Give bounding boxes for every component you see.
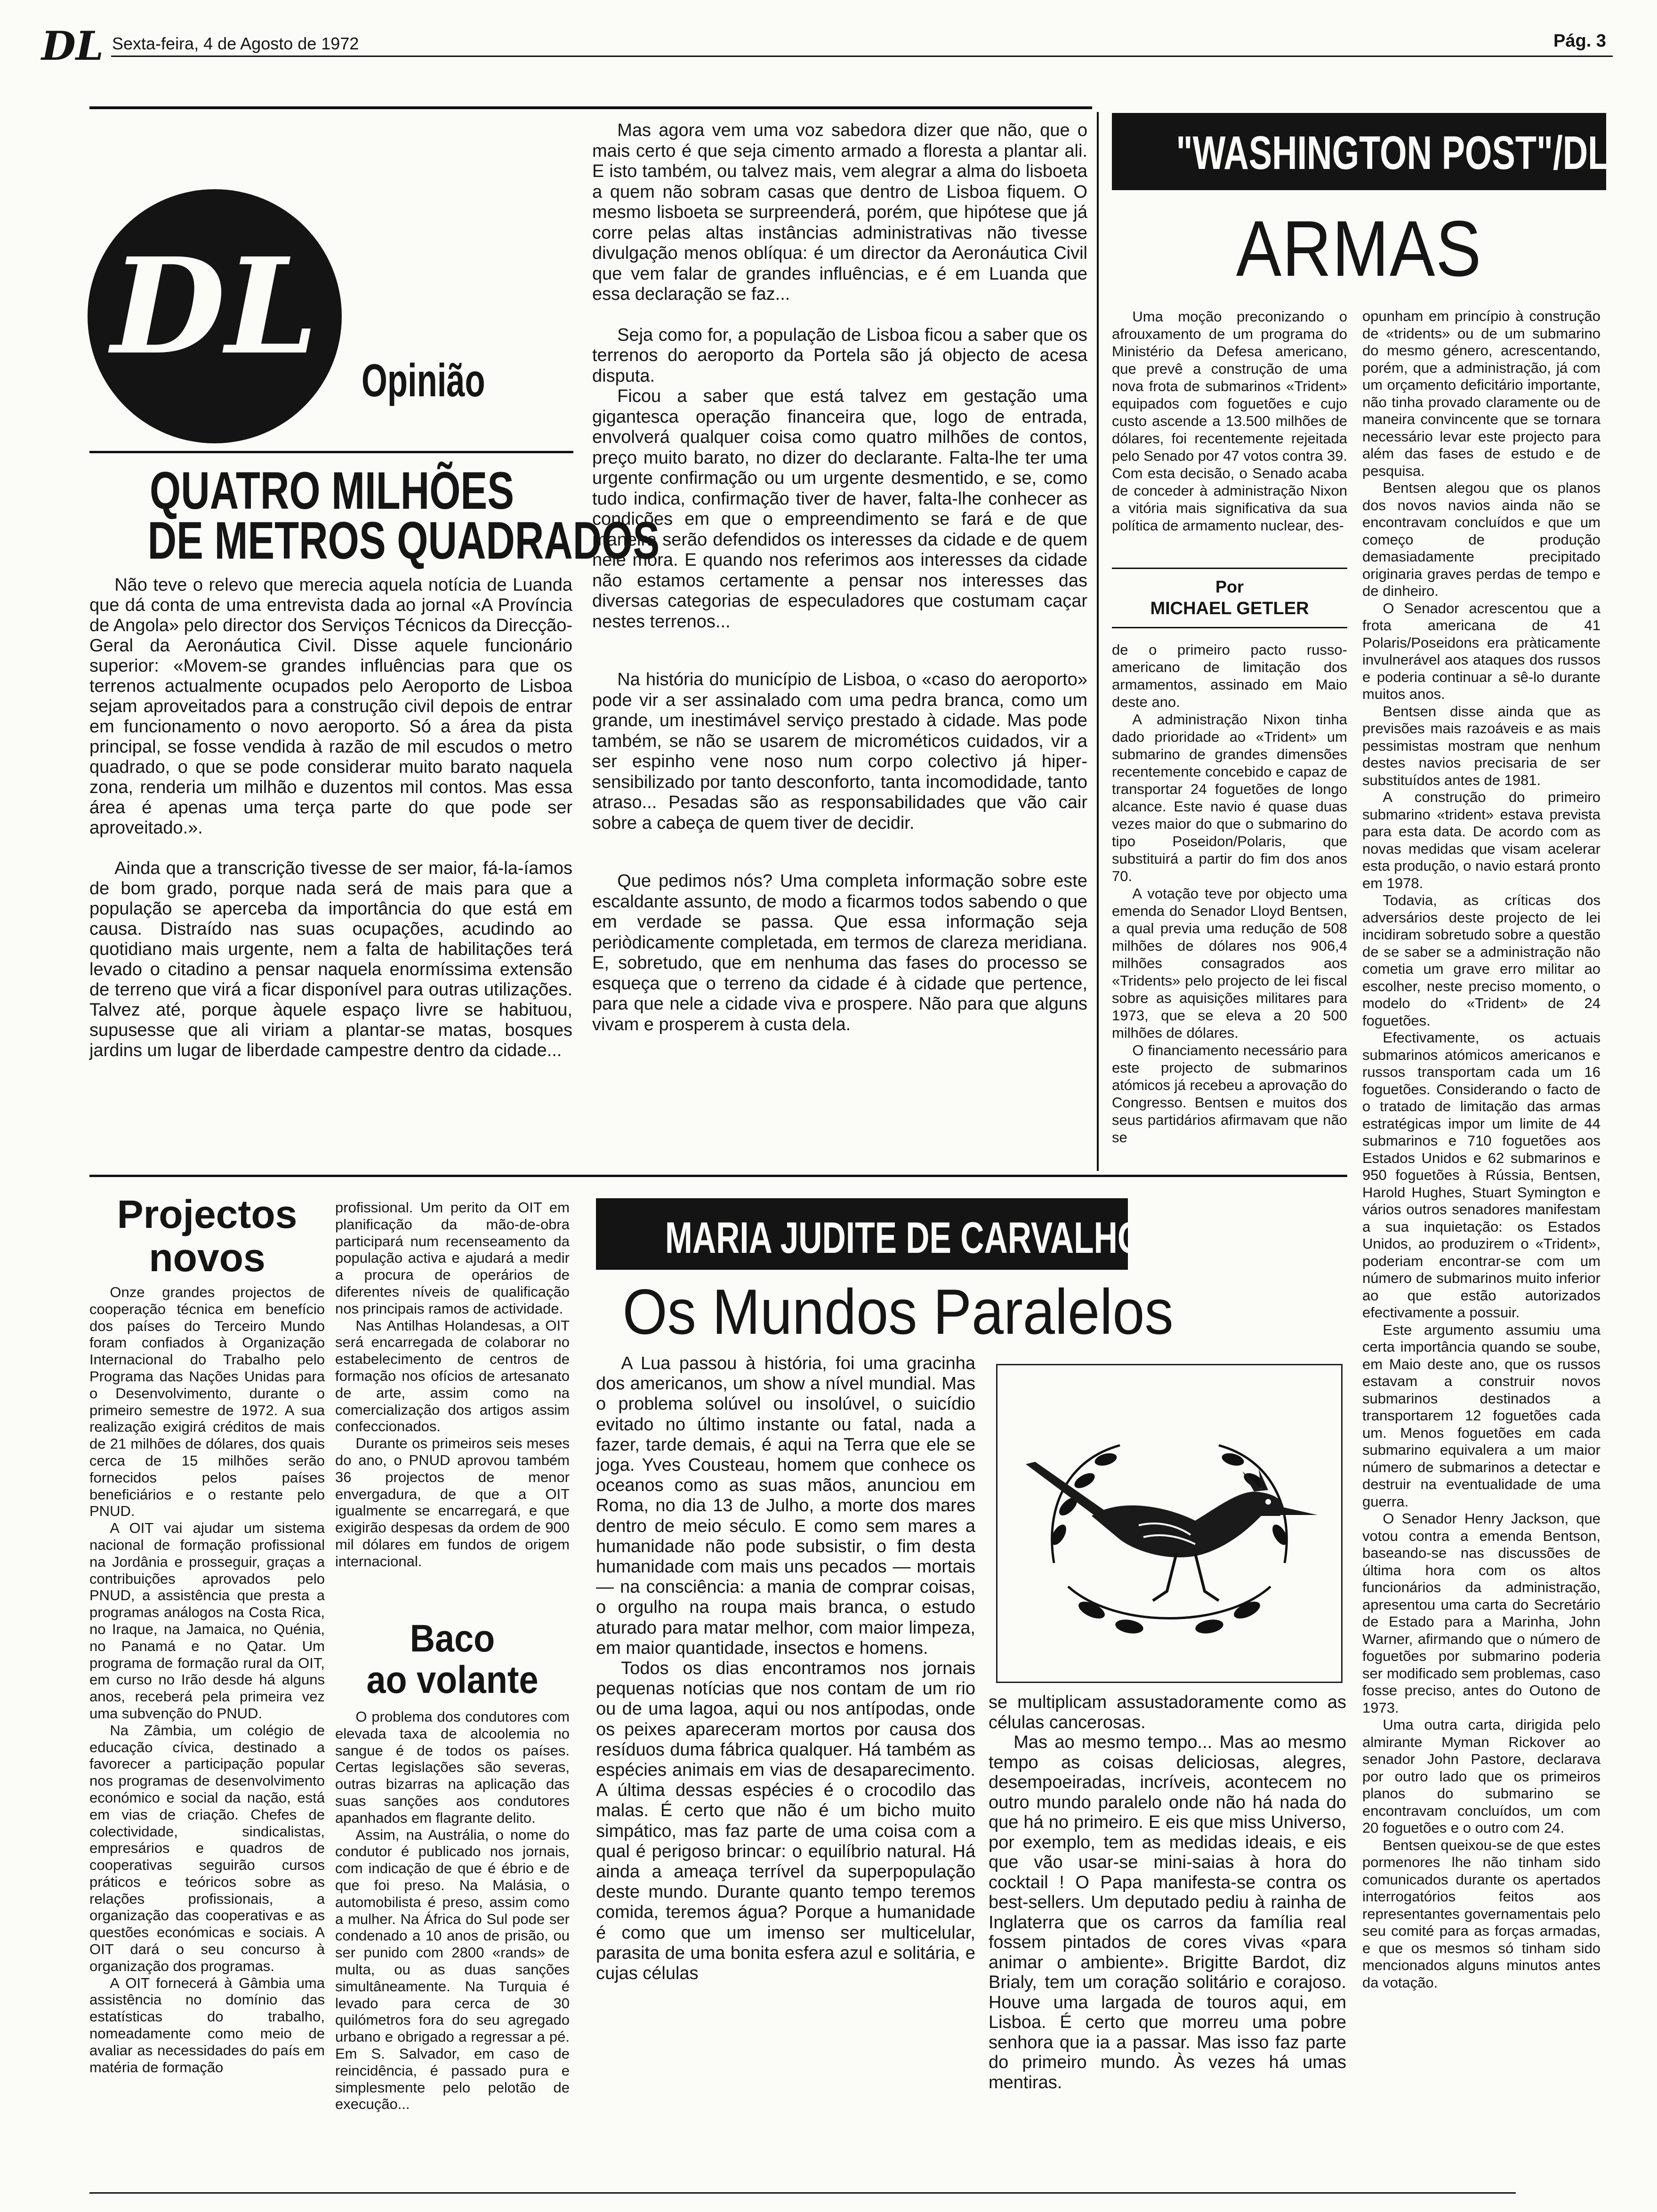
opiniao-headline: [89, 461, 660, 570]
projectos-title-line2: novos: [149, 1235, 265, 1280]
paragraph: Ficou a saber que está talvez em gestação uma gigantesca operação financeira que, logo de entrada, envolverá qualquer coisa como quatro milhões de contos, preço muito barato, no dizer do declarante. Falta-lhe ter uma urgente confirmação ou um urgente desmentido, e se, como tudo indica, confirmação tiver de haver, falta-lhe conhecer as condições em que o empreendimento se fará e de que maneira serão defendidos os interesses da cidade e de quem nele mora. E quando nos referimos aos interesses da cidade não estamos certamente a pensar nos interesses das diversas categorias de especuladores que costumam caçar nestes terrenos...: [592, 386, 1087, 632]
baco-title: [335, 1618, 570, 1701]
paragraph: Uma outra carta, dirigida pelo almirante Myman Rickover ao senador John Pastore, declarava por outro lado que os primeiros planos do submarino se encontravam concluídos, um com 20 foguetões e o outro com 24.: [1362, 1716, 1601, 1836]
paragraph: O problema dos condutores com elevada taxa de alcoolemia no sangue é de todos os países. Certas legislações são severas, outras bizarras na aplicação das suas sanções aos condutores apanhados em flagrante delito.: [335, 1708, 570, 1826]
opiniao-headline-line2: DE METROS QUADRADOS: [147, 511, 660, 570]
paragraph: Bentsen disse ainda que as previsões mais razoáveis e as mais pessimistas mostram que nenhum destes navios precisaria de ser substituídos antes de 1981.: [1362, 703, 1601, 788]
paragraph: Onze grandes projectos de cooperação técnica em benefício dos países do Terceiro Mundo foram confiados à Organização Internacional do Trabalho pelo Programa das Nações Unidas para o Desenvolvimento, durante o primeiro semestre de 1972. A sua realização exigirá créditos de mais de 21 milhões de dólares, dos quais cerca de 15 milhões serão fornecidos pelos países beneficiários e o restante pelo PNUD.: [89, 1284, 325, 1520]
paragraph: O financiamento necessário para este projecto de submarinos atómicos já recebeu a aprovação do Congresso. Bentsen e muitos dos seus partidários afirmavam que não se: [1112, 1042, 1347, 1146]
projectos-title: [89, 1193, 325, 1279]
paragraph: opunham em princípio à construção de «tridents» ou de um submarino do mesmo género, acrescentando, porém, que a administração, já com um orçamento deficitário importante, não tinha provado claramente ou de maneira convincente que se tornara necessário levar este projecto para além das fases de estudo e de pesquisa.: [1362, 308, 1601, 479]
washington-col1-top: [1112, 308, 1347, 534]
paragraph: Mas agora vem uma voz sabedora dizer que não, que o mais certo é que seja cimento armado a floresta a plantar ali. E isto também, ou talvez mais, vem alegrar a alma do lisboeta a quem não sobram casas que dentro de Lisboa fiquem. O mesmo lisboeta se surpreenderá, porém, que hipótese que já corre pelas altas instâncias administrativas não tivesse divulgação menos oblíqua: é um director da Aeronáutica Civil que vem falar de grandes influências, e é em Luanda que essa declaração se faz...: [592, 120, 1087, 304]
paragraph: Todavia, as críticas dos adversários deste projecto de lei incidiram sobretudo sobre a questão de se saber se a administração não cometia um grave erro militar ao escolher, neste preciso momento, o modelo do «Trident» de 24 foguetões.: [1362, 892, 1601, 1029]
roadrunner-illustration-icon: [997, 1365, 1341, 1682]
paragraph: Mas ao mesmo tempo... Mas ao mesmo tempo as coisas deliciosas, alegres, desempoeiradas, incríveis, acontecem no outro mundo paralelo onde não há nada do que há no primeiro. E eis que miss Universo, por exemplo, tem as medidas ideais, e eis que vão usar-se mini-saias à hora do cocktail ! O Papa manifesta-se contra os best-sellers. Um deputado pediu à rainha de Inglaterra que os carros da família real fossem pintados de cores vivas «para animar o ambiente». Brigitte Bardot, diz Brialy, tem um coração solitário e corajoso. Houve uma largada de touros aqui, em Lisboa. É certo que morreu uma pobre senhora que ia a passar. Mas isso faz parte do primeiro mundo. Às vezes há umas mentiras.: [989, 1732, 1346, 2092]
washington-col2: [1362, 308, 1601, 1991]
byline-rule-bottom: [1112, 627, 1347, 628]
paragraph: A OIT fornecerá à Gâmbia uma assistência no domínio das estatísticas do trabalho, nomeadamente como meio de avaliar as necessidades do país em matéria de formação: [89, 1974, 325, 2076]
opiniao-col1: [89, 575, 572, 1061]
paragraph: Nas Antilhas Holandesas, a OIT será encarregada de colaborar no estabelecimento de centros de formação nos ofícios de artesanato de arte, assim como na comercialização dos artigos assim confeccionados.: [335, 1317, 570, 1435]
paragraph: Que pedimos nós? Uma completa informação sobre este escaldante assunto, de modo a ficarmos todos sabendo o que em verdade se passa. Que essa informação seja periòdicamente completada, em termos de clareza meridiana. E, sobretudo, que em nenhuma das fases do processo se esqueça que o terreno da cidade é à cidade que pertence, para que nele a cidade viva e prospere. Não para que alguns vivam e prosperem à custa dela.: [592, 871, 1087, 1034]
paragraph: Uma moção preconizando o afrouxamento de um programa do Ministério da Defesa americano, que prevê a construção de uma nova frota de submarinos «Trident» equipados com foguetões e cujo custo ascende a 13.500 milhões de dólares, foi recentemente rejeitada pelo Senado por 47 votos contra 39. Com esta decisão, o Senado acaba de conceder à administração Nixon a vitória mais significativa da sua política de armamento nuclear, des-: [1112, 308, 1347, 534]
paragraph: Durante os primeiros seis meses do ano, o PNUD aprovou também 36 projectos de menor envergadura, de que a OIT igualmente se encarregará, e que exigirão despesas da ordem de 900 mil dólares em fundos de origem internacional.: [335, 1435, 570, 1570]
opiniao-col2: [592, 120, 1087, 1035]
paragraph: Na Zâmbia, um colégio de educação cívica, destinado a favorecer a participação popular nos programas de desenvolvimento económico e social da nação, está em vias de criação. Chefes de colectividade, sindicalistas, empresários e quadros de cooperativas seguirão cursos práticos e teóricos sobre as relações profissionais, a organização das cooperativas e as questões económicas e sociais. A OIT dará o seu concurso à organização dos programas.: [89, 1722, 325, 1974]
middle-section-rule: [89, 1175, 1347, 1177]
paragraph: Assim, na Austrália, o nome do condutor é publicado nos jornais, com indicação de que é ébrio e de que foi preso. Na Malásia, o automobilista é preso, assim como a mulher. Na África do Sul pode ser condenado a 10 anos de prisão, ou ser punido com 2800 «rands» de multa, ou as duas sanções simultâneamente. Na Turquia é levado para cerca de 30 quilómetros fora do seu agregado urbano e obrigado a regressar a pé. Em S. Salvador, em caso de reincidência, é passado pura e simplesmente pelo pelotão de execução...: [335, 1826, 570, 2113]
masthead-logo: DL: [41, 23, 104, 69]
washington-banner: [1112, 113, 1609, 190]
opiniao-logo-circle: [88, 189, 342, 443]
opiniao-headline-line1: QUATRO MILHÕES: [150, 461, 514, 520]
opiniao-headline-rule: [89, 451, 573, 453]
paragraph: profissional. Um perito da OIT em planificação da mão-de-obra participará num recenseamento da população activa e ajudará a medir a procura de operários de diferentes níveis de qualificação nos principais ramos de actividade.: [335, 1199, 570, 1317]
paragraph: se multiplicam assustadoramente como as células cancerosas.: [989, 1692, 1346, 1732]
paragraph: O Senador acrescentou que a frota americana de 41 Polaris/Poseidons era pràticamente invulnerável aos ataques dos russos e poderia continuar a sê-lo durante muitos anos.: [1362, 600, 1601, 702]
baco-title-line2: ao volante: [366, 1659, 539, 1701]
paragraph: Não teve o relevo que merecia aquela notícia de Luanda que dá conta de uma entrevista dada ao jornal «A Província de Angola» pelo director dos Serviços Técnicos da Direcção-Geral da Aeronáutica Civil. Disse aquele funcionário superior: «Movem-se grandes influências para que os terrenos actualmente ocupados pelo Aeroporto de Lisboa sejam aproveitados para a construção civil depois de entrar em funcionamento o novo aeroporto. Só a área da pista principal, se fosse vendida à razão de mil escudos o metro quadrado, o que se pode considerar muito barato naquela zona, renderia um milhão e duzentos mil contos. Mas essa área é apenas uma terça parte do que pode ser aproveitado.».: [89, 575, 572, 838]
paragraph: Efectivamente, os actuais submarinos atómicos americanos e russos transportam cada um 16 foguetões. Considerando o facto de o tratado de limitação das armas estratégicas impor um limite de 44 submarinos e 710 foguetões aos Estados Unidos e 62 submarinos e 950 foguetões à Rússia, Bentsen, Harold Hughes, Stuart Symington e vários outros senadores manifestam a sua inquietação: os Estados Unidos, ao produzirem o «Trident», poderiam encontrar-se com um número de submarinos muito inferior ao que estão autorizados efectivamente a possuir.: [1362, 1029, 1601, 1321]
column-divider: [1097, 112, 1099, 1171]
paragraph: Ainda que a transcrição tivesse de ser maior, fá-la-íamos de bom grado, porque nada será de mais para que a população se aperceba da importância do que está em causa. Distraído nas suas ocupações, acudindo ao quotidiano mais urgente, nem a falta de habilitações terá levado o citadino a pensar naquela enormíssima extensão de terreno que virá a ficar disponível para outras utilizações. Talvez até, porque àquele espaço livre se habituou, supusesse que ali viriam a plantar-se matas, bosques jardins um lugar de liberdade campestre dentro da cidade...: [89, 858, 572, 1060]
paragraph: Todos os dias encontramos nos jornais pequenas notícias que nos contam de um rio ou de uma lagoa, aqui ou nos antípodas, onde os peixes apareceram mortos por causa dos resíduos duma fábrica qualquer. Há também as espécies animais em vias de desaparecimento. A última dessas espécies é o crocodilo das malas. É certo que não é um bicho muito simpático, mas faz parte de uma coisa com a qual é perigoso brincar: o equilíbrio natural. Há ainda a ameaça terrível da superpopulação deste mundo. Durante quanto tempo teremos comida, teremos água? Porque a humanidade é como que um imenso ser multicelular, parasita de uma bonita esfera azul e solitária, e cujas células: [596, 1659, 975, 1984]
paragraph: Na história do município de Lisboa, o «caso do aeroporto» pode vir a ser assinalado com uma pedra branca, como um grande, um inestimável serviço prestado à cidade. Mas pode também, se não se usarem de microméticos cuidados, vir a ser espinho vene noso num corpo colectivo já hiper-sensibilizado por tanto desconforto, tanta incomodidade, tanto atraso... Pesadas são as responsabilidades que vão cair sobre a cabeça de quem tiver de decidir.: [592, 670, 1087, 833]
mundos-banner-text: MARIA JUDITE DE CARVALHO: [665, 1213, 1143, 1262]
mundos-illustration: [996, 1364, 1343, 1683]
paragraph: A OIT vai ajudar um sistema nacional de formação profissional na Jordânia e prosseguir, graças a contribuições aprovados pelo PNUD, a assistência que presta a programas análogos na Costa Rica, no Iraque, na Jamaica, no Quénia, no Panamá e no Qatar. Um programa de formação rural da OIT, em curso no Irão desde há alguns anos, receberá pela primeira vez uma subvenção do PNUD.: [89, 1520, 325, 1722]
washington-banner-text: "WASHINGTON POST"/DL: [1176, 127, 1609, 179]
mundos-col1: [596, 1354, 975, 1984]
paragraph: A votação teve por objecto uma emenda do Senador Lloyd Bentsen, a qual previa uma redução de 508 milhões de dólares nos 906,4 milhões consagrados aos «Tridents» pelo projecto de lei fiscal sobre as aquisições militares para 1973, que se eleva a 20 500 milhões de dólares.: [1112, 885, 1347, 1041]
paragraph: Bentsen queixou-se de que estes pormenores lhe não tinham sido comunicados durante os apertados interrogatórios feitos aos representantes governamentais pelo seu comité para as forças armadas, e que os mesmos só tinham sido mencionados alguns minutos antes da votação.: [1362, 1836, 1601, 1991]
washington-col1-bottom: [1112, 641, 1347, 1146]
projectos-col1: [89, 1284, 325, 2076]
opiniao-logo-text: DL: [111, 229, 318, 384]
header-rule: [111, 56, 1613, 57]
bottom-rule: [89, 2192, 1516, 2194]
byline-by: Por: [1215, 577, 1244, 596]
paragraph: O Senador Henry Jackson, que votou contra a emenda Bentson, baseando-se nas discussões de última hora com os altos funcionários da administração, apresentou uma carta do Secretário de Estado para a Marinha, John Warner, afirmando que o número de foguetões por submarino poderia ser modificado sem problemas, caso fosse preciso, antes do Outono de 1973.: [1362, 1510, 1601, 1716]
paragraph: A Lua passou à história, foi uma gracinha dos americanos, um show a nível mundial. Mas o problema solúvel ou insolúvel, o suicídio evitado no último instante ou fatal, nada a fazer, tarde demais, é aqui na Terra que ele se joga. Yves Cousteau, homem que conhece os oceanos como as suas mãos, anunciou em Roma, no dia 13 de Julho, a morte dos mares dentro de meio século. E como sem mares a humanidade não pode subsistir, o fim desta humanidade com mais uns pecados — mortais — na consciência: a mania de comprar coisas, o orgulho na roupa mais branca, o estudo aturado para matar melhor, com maior limpeza, em maior quantidade, insectos e homens.: [596, 1354, 975, 1658]
header-date: Sexta-feira, 4 de Agosto de 1972: [112, 34, 359, 53]
projectos-title-line1: Projectos: [117, 1192, 298, 1236]
paragraph: A construção do primeiro submarino «trident» estava prevista para esta data. De acordo com as novas medidas que visam acelerar esta produção, o navio estará pronto em 1978.: [1362, 789, 1601, 891]
baco-body: [335, 1708, 570, 2113]
paragraph: Seja como for, a população de Lisboa ficou a saber que os terrenos do aeroporto da Portela são já objecto de acesa disputa.: [592, 325, 1087, 386]
top-section-rule: [89, 106, 1092, 109]
mundos-col2: [989, 1692, 1346, 2092]
baco-title-line1: Baco: [410, 1617, 495, 1660]
page-number: Pág. 3: [1553, 31, 1606, 51]
mundos-title: Os Mundos Paralelos: [622, 1276, 1174, 1347]
paragraph: A administração Nixon tinha dado prioridade ao «Trident» um submarino de grandes dimensões recentemente concebido e capaz de transportar 24 foguetões de longo alcance. Este navio é quase duas vezes maior do que o submarino do tipo Poseidon/Polaris, que substituirá a partir do fim dos anos 70.: [1112, 711, 1347, 884]
byline-rule-top: [1112, 568, 1347, 569]
paragraph: de o primeiro pacto russo-americano de limitação dos armamentos, assinado em Maio deste ano.: [1112, 641, 1347, 710]
paragraph: Este argumento assumiu uma certa importância quando se soube, em Maio deste ano, que os russos estavam a construir novos submarinos destinados a transportarem 12 foguetões cada um. Menos foguetões em cada submarino equivalera a um maior número de submarinos a detectar e destruir na eventualidade de uma guerra.: [1362, 1321, 1601, 1510]
paragraph: Bentsen alegou que os planos dos novos navios ainda não se encontravam concluídos e que um começo de produção demasiadamente precipitado originaria graves perdas de tempo e de dinheiro.: [1362, 480, 1601, 599]
mundos-banner: [596, 1198, 1143, 1270]
opiniao-section-label: Opinião: [362, 354, 485, 406]
washington-title: ARMAS: [1236, 204, 1482, 293]
projectos-col2: [335, 1199, 570, 1570]
byline-name: MICHAEL GETLER: [1150, 599, 1309, 618]
